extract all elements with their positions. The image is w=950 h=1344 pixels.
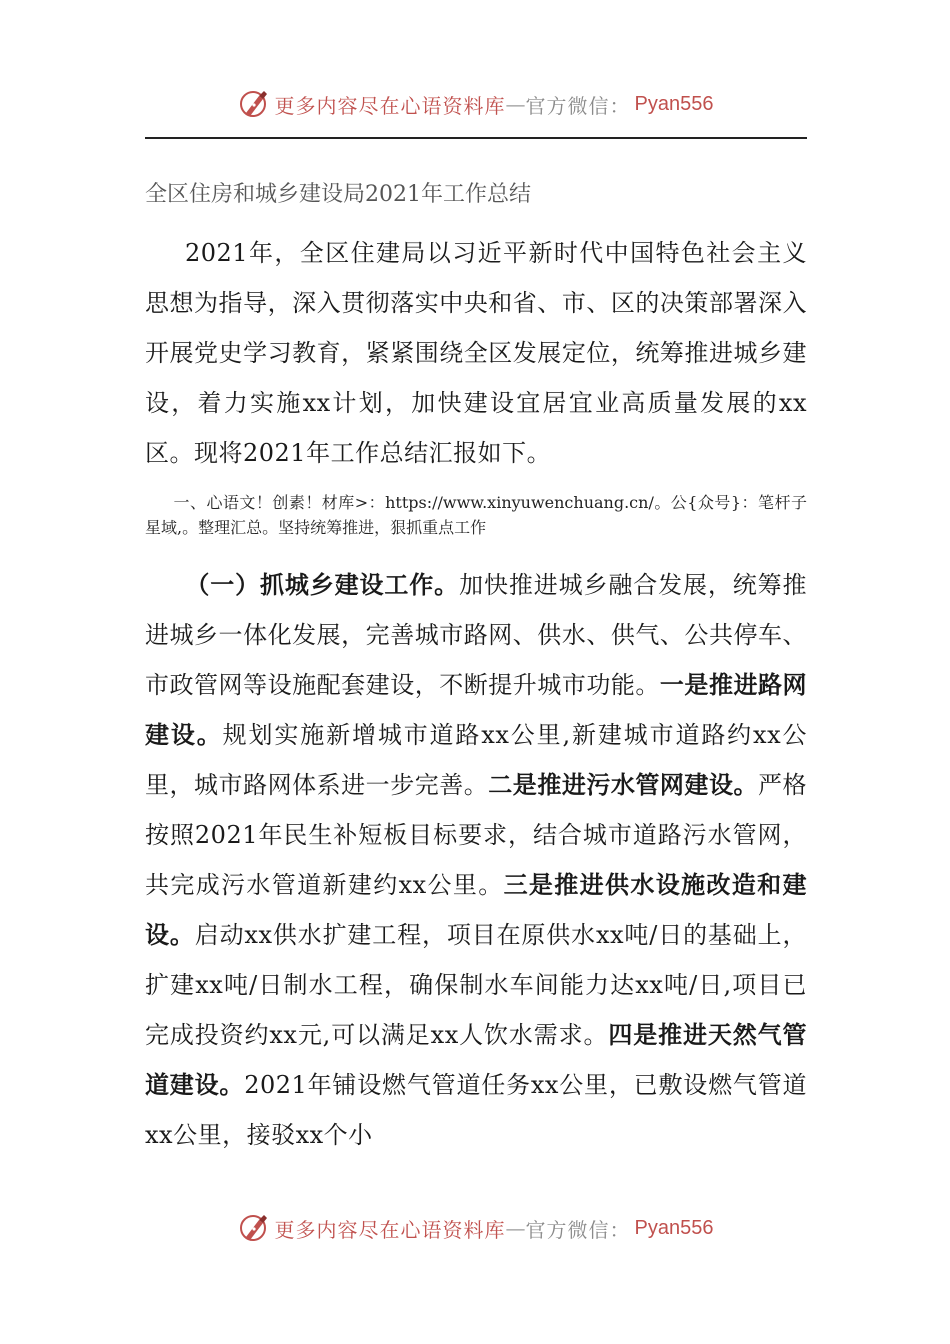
banner-wechat-id: Pyan556	[634, 92, 714, 115]
section-heading-text: 一、心语文！创素！材库>：https://www.xinyuwenchuang.cn/。公{众号}：笔杆子星域,。整理汇总。坚持统筹推进，狠抓重点工作	[145, 493, 807, 537]
item4-text: 2021年铺设燃气管道任务xx公里，已敷设燃气管道xx公里，接驳xx个小	[145, 1071, 808, 1149]
item1-text: 规划实施新增城市道路xx公里,新建城市道路约xx公里，城市路网体系进一步完善。	[145, 721, 807, 799]
section1-paragraph	[145, 560, 807, 1160]
banner-dash: —	[505, 1216, 526, 1240]
banner-dash: —	[505, 92, 526, 116]
item2-text: 严格按照2021年民生补短板目标要求，结合城市道路污水管网，共完成污水管道新建约xx公里。	[145, 771, 808, 899]
header-divider	[145, 137, 807, 139]
banner-suffix: 官方微信：	[525, 93, 631, 118]
banner-wechat-id: Pyan556	[634, 1216, 714, 1239]
header-banner	[0, 84, 950, 124]
footer-banner	[0, 1208, 950, 1248]
pen-nib-icon	[237, 87, 271, 121]
item4-heading: 四是推进天然气管道建设。	[145, 1020, 807, 1099]
document-body	[145, 170, 807, 1160]
section-heading	[145, 490, 807, 540]
item1-heading: 一是推进路网建设。	[145, 670, 808, 749]
section1-lead: （一）抓城乡建设工作。	[185, 570, 460, 599]
section1-lead-text: 加快推进城乡融合发展，统筹推进城乡一体化发展，完善城市路网、供水、供气、公共停车、市政管网等设施配套建设，不断提升城市功能。	[145, 571, 808, 699]
banner-text: 更多内容尽在心语资料库	[274, 1217, 506, 1242]
intro-text: 2021年，全区住建局以习近平新时代中国特色社会主义思想为指导，深入贯彻落实中央和省、市、区的决策部署深入开展党史学习教育，紧紧围绕全区发展定位，统筹推进城乡建设，着力实施xx计划，加快建设宜居宜业高质量发展的xx区。现将2021年工作总结汇报如下。	[145, 239, 807, 467]
item3-text: 启动xx供水扩建工程，项目在原供水xx吨/日的基础上，扩建xx吨/日制水工程，确保制水车间能力达xx吨/日,项目已完成投资约xx元,可以满足xx人饮水需求。	[145, 921, 807, 1049]
banner-text: 更多内容尽在心语资料库	[274, 93, 506, 118]
intro-paragraph	[145, 228, 807, 478]
item3-heading: 三是推进供水设施改造和建设。	[145, 870, 808, 949]
banner-suffix: 官方微信：	[525, 1217, 631, 1242]
document-title: 全区住房和城乡建设局2021年工作总结	[145, 182, 531, 207]
pen-nib-icon	[237, 1211, 271, 1245]
item2-heading: 二是推进污水管网建设。	[488, 770, 758, 799]
